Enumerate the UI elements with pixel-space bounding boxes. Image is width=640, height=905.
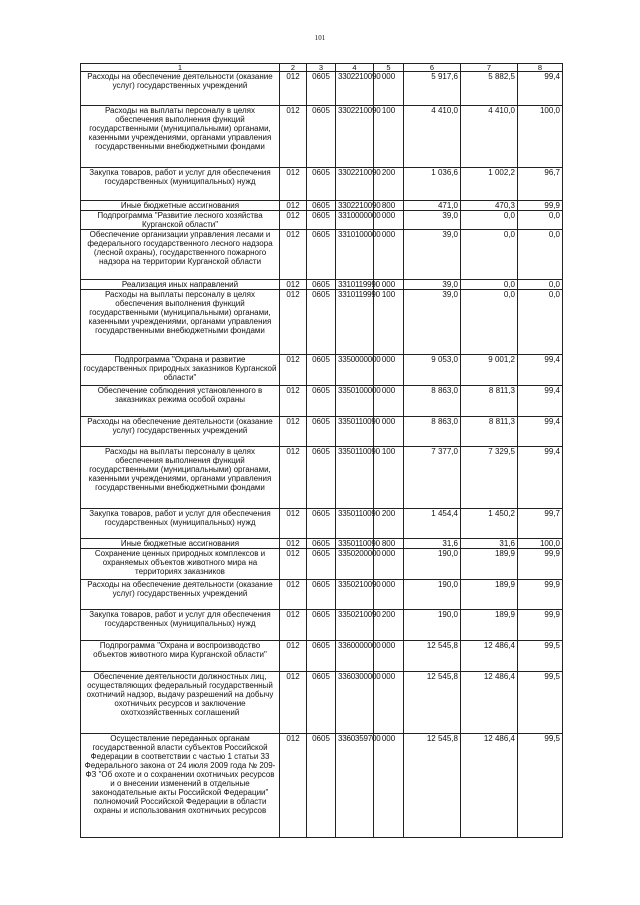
execution-percent: 99,9	[518, 549, 563, 580]
table-row	[81, 230, 563, 280]
planned-amount: 471,0	[404, 201, 461, 211]
item-name: Расходы на обеспечение деятельности (оказание услуг) государственных учреждений	[81, 580, 280, 610]
planned-amount: 39,0	[404, 290, 461, 355]
column-number: 6	[404, 64, 461, 72]
table-row	[81, 201, 563, 211]
budget-table	[80, 63, 563, 838]
planned-amount: 190,0	[404, 610, 461, 641]
expense-type-code: 000	[374, 417, 404, 447]
item-name: Сохранение ценных природных комплексов и охраняемых объектов животного мира на территориях заказников	[81, 549, 280, 580]
table-row	[81, 549, 563, 580]
execution-percent: 99,5	[518, 734, 563, 838]
item-name: Расходы на выплаты персоналу в целях обеспечения выполнения функций государственными (муниципальными) органами, казенными учреждениями, органами управления государственными внебюджетными фондами	[81, 106, 280, 168]
executed-amount: 7 329,5	[461, 447, 518, 509]
ministry-code: 012	[280, 280, 307, 290]
page-number: 101	[314, 34, 326, 42]
column-number: 7	[461, 64, 518, 72]
target-article-code: 3360359700	[336, 734, 374, 838]
planned-amount: 190,0	[404, 549, 461, 580]
target-article-code: 3302210090	[336, 201, 374, 211]
section-code: 0605	[307, 509, 336, 539]
item-name: Иные бюджетные ассигнования	[81, 539, 280, 549]
ministry-code: 012	[280, 580, 307, 610]
table-row	[81, 734, 563, 838]
ministry-code: 012	[280, 355, 307, 386]
planned-amount: 12 545,8	[404, 672, 461, 734]
expense-type-code: 000	[374, 386, 404, 417]
planned-amount: 12 545,8	[404, 641, 461, 672]
execution-percent: 0,0	[518, 280, 563, 290]
planned-amount: 31,6	[404, 539, 461, 549]
table-row	[81, 610, 563, 641]
section-code: 0605	[307, 734, 336, 838]
execution-percent: 99,5	[518, 641, 563, 672]
item-name: Обеспечение организации управления лесами и федерального государственного лесного надзора (лесной охраны), государственного пожарного надзора на территории Курганской области	[81, 230, 280, 280]
executed-amount: 1 450,2	[461, 509, 518, 539]
table-row	[81, 417, 563, 447]
target-article-code: 3310100000	[336, 230, 374, 280]
table-row	[81, 672, 563, 734]
section-code: 0605	[307, 72, 336, 106]
target-article-code: 3350000000	[336, 355, 374, 386]
executed-amount: 31,6	[461, 539, 518, 549]
target-article-code: 3350110090	[336, 539, 374, 549]
expense-type-code: 100	[374, 290, 404, 355]
target-article-code: 3310000000	[336, 211, 374, 230]
target-article-code: 3302210090	[336, 168, 374, 201]
ministry-code: 012	[280, 230, 307, 280]
column-number: 1	[81, 64, 280, 72]
executed-amount: 470,3	[461, 201, 518, 211]
execution-percent: 99,4	[518, 72, 563, 106]
expense-type-code: 200	[374, 168, 404, 201]
executed-amount: 8 811,3	[461, 417, 518, 447]
expense-type-code: 100	[374, 106, 404, 168]
ministry-code: 012	[280, 539, 307, 549]
ministry-code: 012	[280, 211, 307, 230]
expense-type-code: 000	[374, 72, 404, 106]
execution-percent: 99,4	[518, 386, 563, 417]
planned-amount: 8 863,0	[404, 386, 461, 417]
expense-type-code: 000	[374, 641, 404, 672]
section-code: 0605	[307, 386, 336, 417]
execution-percent: 100,0	[518, 106, 563, 168]
expense-type-code: 100	[374, 447, 404, 509]
executed-amount: 1 002,2	[461, 168, 518, 201]
execution-percent: 99,9	[518, 580, 563, 610]
executed-amount: 12 486,4	[461, 672, 518, 734]
table-body	[81, 72, 563, 838]
target-article-code: 3350210090	[336, 610, 374, 641]
item-name: Осуществление переданных органам государственной власти субъектов Российской Федерации в соответствии с частью 1 статьи 33 Федерального закона от 24 июля 2009 года № 209-ФЗ "Об охоте и о сохранении охотничьих ресурсов и о внесении изменений в отдельные законодательные акты Российской Федерации" полномочий Российской Федерации в области охраны и использования охотничьих ресурсов	[81, 734, 280, 838]
column-number: 5	[374, 64, 404, 72]
section-code: 0605	[307, 290, 336, 355]
planned-amount: 4 410,0	[404, 106, 461, 168]
executed-amount: 12 486,4	[461, 641, 518, 672]
section-code: 0605	[307, 641, 336, 672]
planned-amount: 39,0	[404, 280, 461, 290]
ministry-code: 012	[280, 734, 307, 838]
executed-amount: 0,0	[461, 230, 518, 280]
planned-amount: 1 454,4	[404, 509, 461, 539]
executed-amount: 4 410,0	[461, 106, 518, 168]
target-article-code: 3360000000	[336, 641, 374, 672]
ministry-code: 012	[280, 549, 307, 580]
expense-type-code: 000	[374, 211, 404, 230]
table-row	[81, 106, 563, 168]
section-code: 0605	[307, 280, 336, 290]
item-name: Закупка товаров, работ и услуг для обеспечения государственных (муниципальных) нужд	[81, 168, 280, 201]
target-article-code: 3302210090	[336, 72, 374, 106]
planned-amount: 1 036,6	[404, 168, 461, 201]
execution-percent: 99,4	[518, 355, 563, 386]
table-row	[81, 386, 563, 417]
expense-type-code: 000	[374, 734, 404, 838]
table-row	[81, 211, 563, 230]
table-row	[81, 355, 563, 386]
planned-amount: 8 863,0	[404, 417, 461, 447]
ministry-code: 012	[280, 386, 307, 417]
expense-type-code: 000	[374, 230, 404, 280]
planned-amount: 12 545,8	[404, 734, 461, 838]
item-name: Подпрограмма "Развитие лесного хозяйства Курганской области"	[81, 211, 280, 230]
table-row	[81, 580, 563, 610]
column-number: 8	[518, 64, 563, 72]
column-number: 4	[336, 64, 374, 72]
executed-amount: 9 001,2	[461, 355, 518, 386]
ministry-code: 012	[280, 509, 307, 539]
executed-amount: 0,0	[461, 211, 518, 230]
item-name: Закупка товаров, работ и услуг для обеспечения государственных (муниципальных) нужд	[81, 509, 280, 539]
planned-amount: 39,0	[404, 230, 461, 280]
table-row	[81, 290, 563, 355]
execution-percent: 96,7	[518, 168, 563, 201]
executed-amount: 189,9	[461, 580, 518, 610]
target-article-code: 3350100000	[336, 386, 374, 417]
target-article-code: 3302210090	[336, 106, 374, 168]
execution-percent: 99,4	[518, 417, 563, 447]
expense-type-code: 200	[374, 610, 404, 641]
table-row	[81, 280, 563, 290]
item-name: Расходы на выплаты персоналу в целях обеспечения выполнения функций государственными (муниципальными) органами, казенными учреждениями, органами управления государственными внебюджетными фондами	[81, 447, 280, 509]
ministry-code: 012	[280, 168, 307, 201]
column-number-row	[81, 64, 563, 72]
table-row	[81, 539, 563, 549]
target-article-code: 3350110090	[336, 509, 374, 539]
ministry-code: 012	[280, 610, 307, 641]
column-number: 3	[307, 64, 336, 72]
item-name: Обеспечение деятельности должностных лиц, осуществляющих федеральный государственный охотничий надзор, выдачу разрешений на добычу охотничьих ресурсов и заключение охотхозяйственных соглашений	[81, 672, 280, 734]
expense-type-code: 000	[374, 355, 404, 386]
section-code: 0605	[307, 610, 336, 641]
expense-type-code: 000	[374, 280, 404, 290]
target-article-code: 3310119990	[336, 290, 374, 355]
executed-amount: 189,9	[461, 549, 518, 580]
ministry-code: 012	[280, 672, 307, 734]
section-code: 0605	[307, 201, 336, 211]
ministry-code: 012	[280, 201, 307, 211]
section-code: 0605	[307, 106, 336, 168]
execution-percent: 0,0	[518, 230, 563, 280]
execution-percent: 99,4	[518, 447, 563, 509]
executed-amount: 8 811,3	[461, 386, 518, 417]
item-name: Расходы на обеспечение деятельности (оказание услуг) государственных учреждений	[81, 72, 280, 106]
section-code: 0605	[307, 417, 336, 447]
expense-type-code: 800	[374, 201, 404, 211]
item-name: Подпрограмма "Охрана и развитие государственных природных заказников Курганской области"	[81, 355, 280, 386]
execution-percent: 0,0	[518, 290, 563, 355]
section-code: 0605	[307, 355, 336, 386]
target-article-code: 3310119990	[336, 280, 374, 290]
ministry-code: 012	[280, 641, 307, 672]
column-number: 2	[280, 64, 307, 72]
section-code: 0605	[307, 230, 336, 280]
expense-type-code: 000	[374, 549, 404, 580]
table-row	[81, 168, 563, 201]
planned-amount: 39,0	[404, 211, 461, 230]
target-article-code: 3350210090	[336, 580, 374, 610]
target-article-code: 3350110090	[336, 417, 374, 447]
table-row	[81, 641, 563, 672]
section-code: 0605	[307, 539, 336, 549]
table-row	[81, 509, 563, 539]
expense-type-code: 800	[374, 539, 404, 549]
item-name: Расходы на выплаты персоналу в целях обеспечения выполнения функций государственными (муниципальными) органами, казенными учреждениями, органами управления государственными внебюджетными фондами	[81, 290, 280, 355]
planned-amount: 190,0	[404, 580, 461, 610]
target-article-code: 3360300000	[336, 672, 374, 734]
ministry-code: 012	[280, 417, 307, 447]
section-code: 0605	[307, 549, 336, 580]
planned-amount: 9 053,0	[404, 355, 461, 386]
target-article-code: 3350110090	[336, 447, 374, 509]
section-code: 0605	[307, 580, 336, 610]
item-name: Подпрограмма "Охрана и воспроизводство объектов животного мира Курганской области"	[81, 641, 280, 672]
section-code: 0605	[307, 211, 336, 230]
section-code: 0605	[307, 672, 336, 734]
ministry-code: 012	[280, 106, 307, 168]
executed-amount: 0,0	[461, 290, 518, 355]
item-name: Расходы на обеспечение деятельности (оказание услуг) государственных учреждений	[81, 417, 280, 447]
executed-amount: 189,9	[461, 610, 518, 641]
ministry-code: 012	[280, 290, 307, 355]
execution-percent: 0,0	[518, 211, 563, 230]
item-name: Реализация иных направлений	[81, 280, 280, 290]
item-name: Обеспечение соблюдения установленного в заказниках режима особой охраны	[81, 386, 280, 417]
expense-type-code: 000	[374, 580, 404, 610]
execution-percent: 99,5	[518, 672, 563, 734]
expense-type-code: 200	[374, 509, 404, 539]
planned-amount: 5 917,6	[404, 72, 461, 106]
item-name: Закупка товаров, работ и услуг для обеспечения государственных (муниципальных) нужд	[81, 610, 280, 641]
section-code: 0605	[307, 447, 336, 509]
expense-type-code: 000	[374, 672, 404, 734]
ministry-code: 012	[280, 72, 307, 106]
target-article-code: 3350200000	[336, 549, 374, 580]
execution-percent: 100,0	[518, 539, 563, 549]
executed-amount: 12 486,4	[461, 734, 518, 838]
planned-amount: 7 377,0	[404, 447, 461, 509]
executed-amount: 0,0	[461, 280, 518, 290]
table-row	[81, 72, 563, 106]
execution-percent: 99,9	[518, 201, 563, 211]
item-name: Иные бюджетные ассигнования	[81, 201, 280, 211]
table-row	[81, 447, 563, 509]
ministry-code: 012	[280, 447, 307, 509]
execution-percent: 99,9	[518, 610, 563, 641]
executed-amount: 5 882,5	[461, 72, 518, 106]
execution-percent: 99,7	[518, 509, 563, 539]
section-code: 0605	[307, 168, 336, 201]
